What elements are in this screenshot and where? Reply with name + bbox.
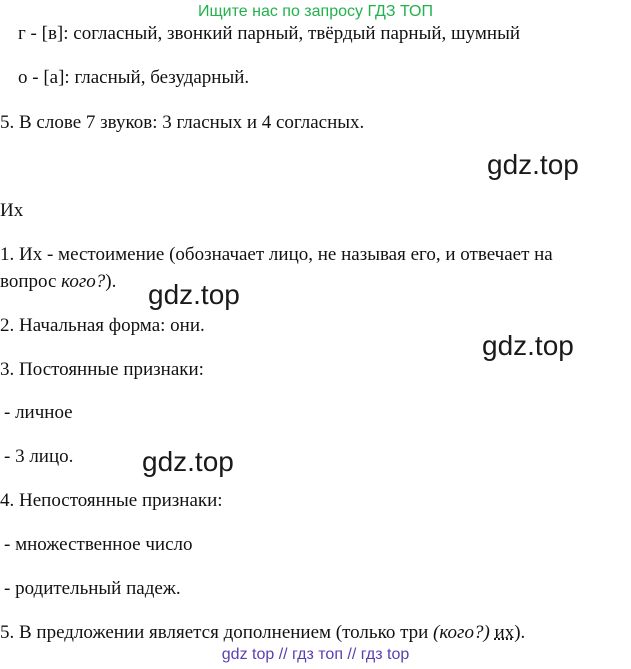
analysis-point-4: 4. Непостоянные признаки: xyxy=(0,490,223,511)
sound-line-o: о - [а]: гласный, безударный. xyxy=(18,67,250,88)
footer-links[interactable]: gdz top // гдз топ // гдз top xyxy=(221,646,410,663)
analysis-point-1-cont xyxy=(0,270,116,294)
feature-personal: - личное xyxy=(4,402,73,423)
sentence-role-text: 5. В предложении является дополнением (только три xyxy=(0,622,434,643)
watermark-gdz-top: gdz.top xyxy=(148,279,240,310)
search-banner[interactable]: Ищите нас по запросу ГДЗ ТОП xyxy=(198,3,433,20)
watermark-gdz-top: gdz.top xyxy=(482,330,574,361)
question-suffix: ). xyxy=(105,271,117,292)
question-word-2: (кого?) xyxy=(433,622,490,643)
analysis-point-3: 3. Постоянные признаки: xyxy=(0,359,204,380)
sound-count-line: 5. В слове 7 звуков: 3 гласных и 4 согласных. xyxy=(0,112,365,133)
analysis-point-2: 2. Начальная форма: они. xyxy=(0,315,205,336)
watermark-gdz-top: gdz.top xyxy=(142,446,234,477)
feature-plural: - множественное число xyxy=(4,534,193,555)
sound-line-g: г - [в]: согласный, звонкий парный, твёрдый парный, шумный xyxy=(18,23,521,44)
underlined-word: их xyxy=(494,622,515,643)
word-heading: Их xyxy=(0,200,24,221)
watermark-gdz-top: gdz.top xyxy=(487,149,579,180)
question-prefix: вопрос xyxy=(0,271,62,292)
feature-genitive: - родительный падеж. xyxy=(4,578,181,599)
question-word: кого? xyxy=(61,271,106,292)
analysis-point-1: 1. Их - местоимение (обозначает лицо, не называя его, и отвечает на xyxy=(0,244,553,265)
feature-third-person: - 3 лицо. xyxy=(4,446,74,467)
analysis-point-5 xyxy=(0,621,525,645)
sentence-end: ). xyxy=(514,622,526,643)
